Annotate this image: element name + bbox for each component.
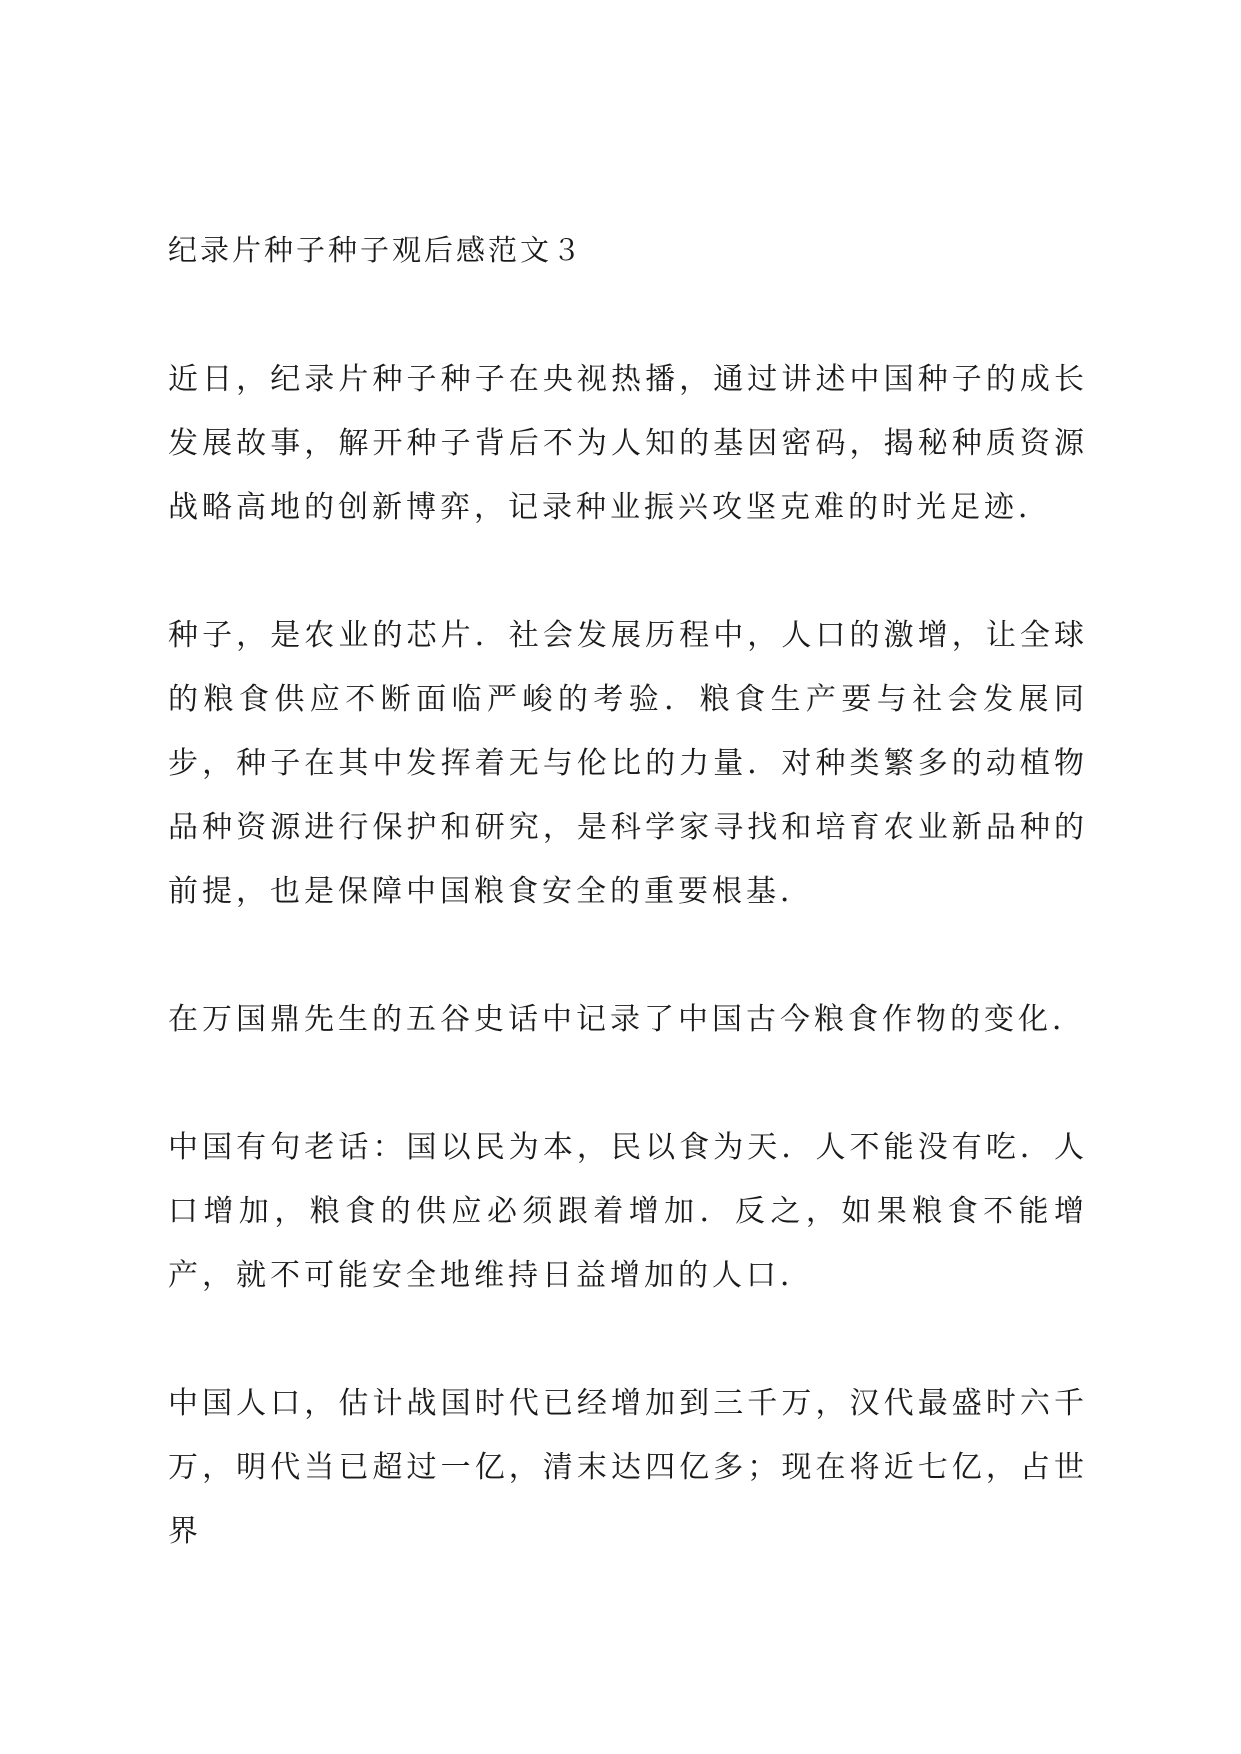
paragraph: 在万国鼎先生的五谷史话中记录了中国古今粮食作物的变化．	[168, 1002, 1086, 1037]
paragraph: 中国人口，估计战国时代已经增加到三千万，汉代最盛时六千万，明代当已超过一亿，清末达四亿多；现在将近七亿，占世界	[168, 1386, 1088, 1549]
paragraph: 近日，纪录片种子种子在央视热播，通过讲述中国种子的成长发展故事，解开种子背后不为人知的基因密码，揭秘种质资源战略高地的创新博弈，记录种业振兴攻坚克难的时光足迹．	[168, 362, 1088, 525]
paragraph: 种子，是农业的芯片．社会发展历程中，人口的激增，让全球的粮食供应不断面临严峻的考验．粮食生产要与社会发展同步，种子在其中发挥着无与伦比的力量．对种类繁多的动植物品种资源进行保护和研究，是科学家寻找和培育农业新品种的前提，也是保障中国粮食安全的重要根基．	[168, 618, 1088, 909]
document-title: 纪录片种子种子观后感范文３	[168, 233, 585, 267]
document-page	[168, 230, 1088, 1564]
paragraph: 中国有句老话：国以民为本，民以食为天．人不能没有吃．人口增加，粮食的供应必须跟着增加．反之，如果粮食不能增产，就不可能安全地维持日益增加的人口．	[168, 1130, 1088, 1293]
